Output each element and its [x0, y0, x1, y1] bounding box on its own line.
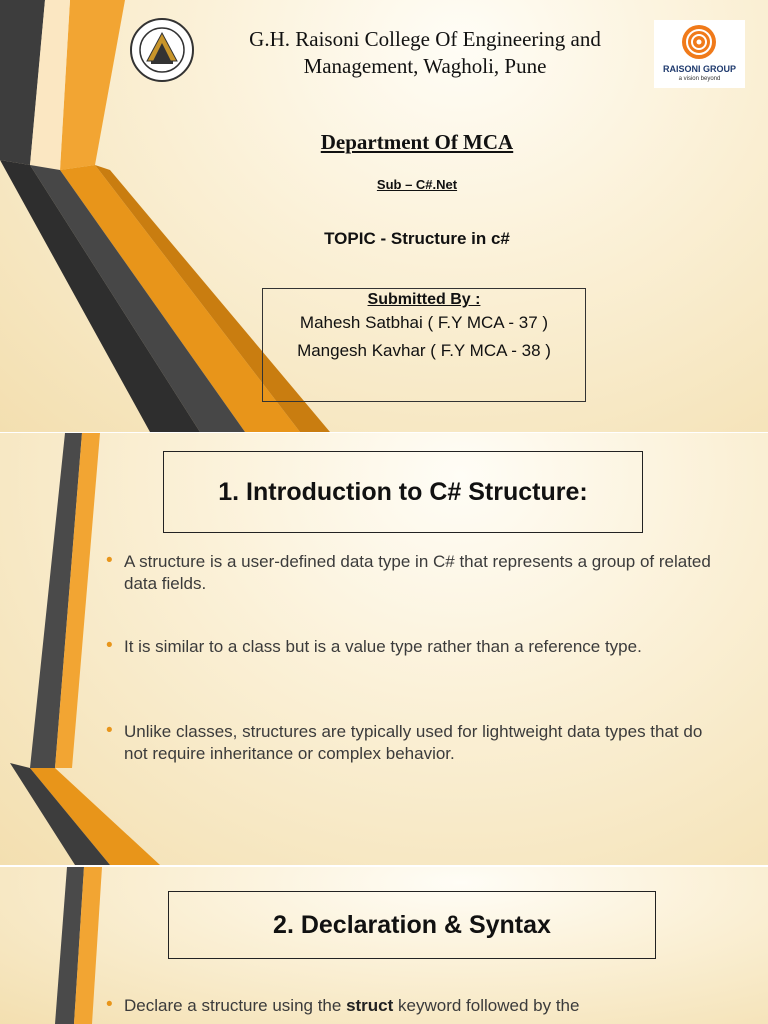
introduction-slide — [0, 433, 768, 865]
slide-title: 2. Declaration & Syntax — [168, 891, 656, 959]
submitted-by-label: Submitted By : — [367, 291, 481, 308]
raisoni-group-logo — [654, 20, 745, 88]
bullet-item: • Unlike classes, structures are typically used for lightweight data types that do not require inheritance or complex behavior. — [106, 721, 716, 765]
bullet-item: • It is similar to a class but is a value type rather than a reference type. — [106, 636, 716, 658]
title-slide — [0, 0, 768, 432]
college-name: G.H. Raisoni College Of Engineering and Management, Wagholi, Pune — [249, 27, 601, 78]
bullet-text: keyword followed by the — [393, 996, 580, 1015]
member-name: Mangesh Kavhar ( F.Y MCA - 38 ) — [297, 341, 551, 360]
declaration-slide — [0, 867, 768, 1024]
bullet-list — [106, 995, 716, 1017]
logo-brand-text: RAISONI GROUP — [662, 64, 736, 74]
bullet-list — [106, 636, 716, 658]
bullet-item — [106, 995, 716, 1017]
college-seal-icon — [127, 17, 197, 83]
bullet-text: Declare a structure using the — [124, 996, 347, 1015]
member-name: Mahesh Satbhai ( F.Y MCA - 37 ) — [299, 313, 549, 332]
bullet-item: • A structure is a user-defined data type in C# that represents a group of related data fields. — [106, 551, 716, 595]
college-seal-logo — [127, 17, 197, 83]
logo-tagline: a vision beyond — [678, 76, 721, 82]
bullet-list — [106, 551, 716, 595]
department-heading: Department Of MCA — [320, 130, 514, 154]
struct-keyword: struct — [346, 996, 394, 1015]
spiral-logo-icon — [654, 20, 745, 64]
bullet-list — [106, 721, 716, 765]
subject-line: Sub – C#.Net — [376, 177, 458, 192]
slide-title: 1. Introduction to C# Structure: — [163, 451, 643, 533]
topic-line: TOPIC - Structure in c# — [324, 229, 510, 248]
submitted-by-box — [262, 288, 586, 402]
